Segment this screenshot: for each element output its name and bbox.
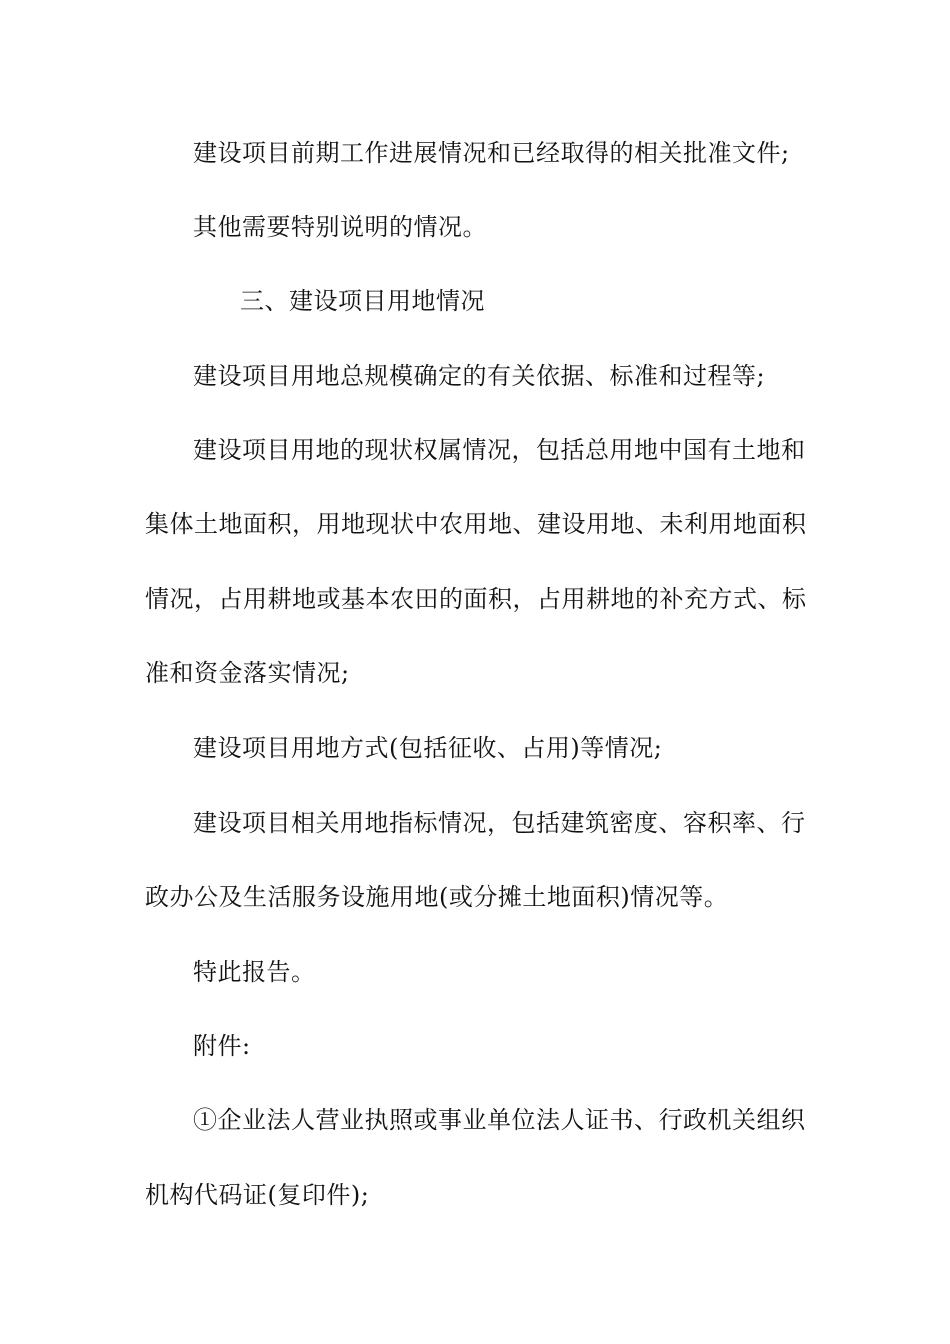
paragraph-line: 建设项目用地方式(包括征收、占用)等情况; <box>193 734 663 762</box>
paragraph-line: 建设项目前期工作进展情况和已经取得的相关批准文件; <box>193 139 790 167</box>
paragraph-line: 建设项目相关用地指标情况，包括建筑密度、容积率、行 <box>193 809 806 837</box>
paragraph-line: 情况，占用耕地或基本农田的面积，占用耕地的补充方式、标 <box>145 585 807 613</box>
attachment-item-continuation: 机构代码证(复印件); <box>145 1181 370 1209</box>
paragraph-line: 政办公及生活服务设施用地(或分摊土地面积)情况等。 <box>145 883 729 911</box>
paragraph-line: 准和资金落实情况; <box>145 659 350 687</box>
attachments-label: 附件: <box>193 1032 251 1060</box>
paragraph-line: 其他需要特别说明的情况。 <box>193 213 487 241</box>
paragraph-line: 建设项目用地的现状权属情况，包括总用地中国有土地和 <box>193 436 806 464</box>
closing-line: 特此报告。 <box>193 958 316 986</box>
attachment-item: ①企业法人营业执照或事业单位法人证书、行政机关组织 <box>193 1106 806 1134</box>
paragraph-line: 建设项目用地总规模确定的有关依据、标准和过程等; <box>193 362 766 390</box>
paragraph-line: 集体土地面积，用地现状中农用地、建设用地、未利用地面积 <box>145 510 807 538</box>
section-heading: 三、建设项目用地情况 <box>240 287 485 315</box>
